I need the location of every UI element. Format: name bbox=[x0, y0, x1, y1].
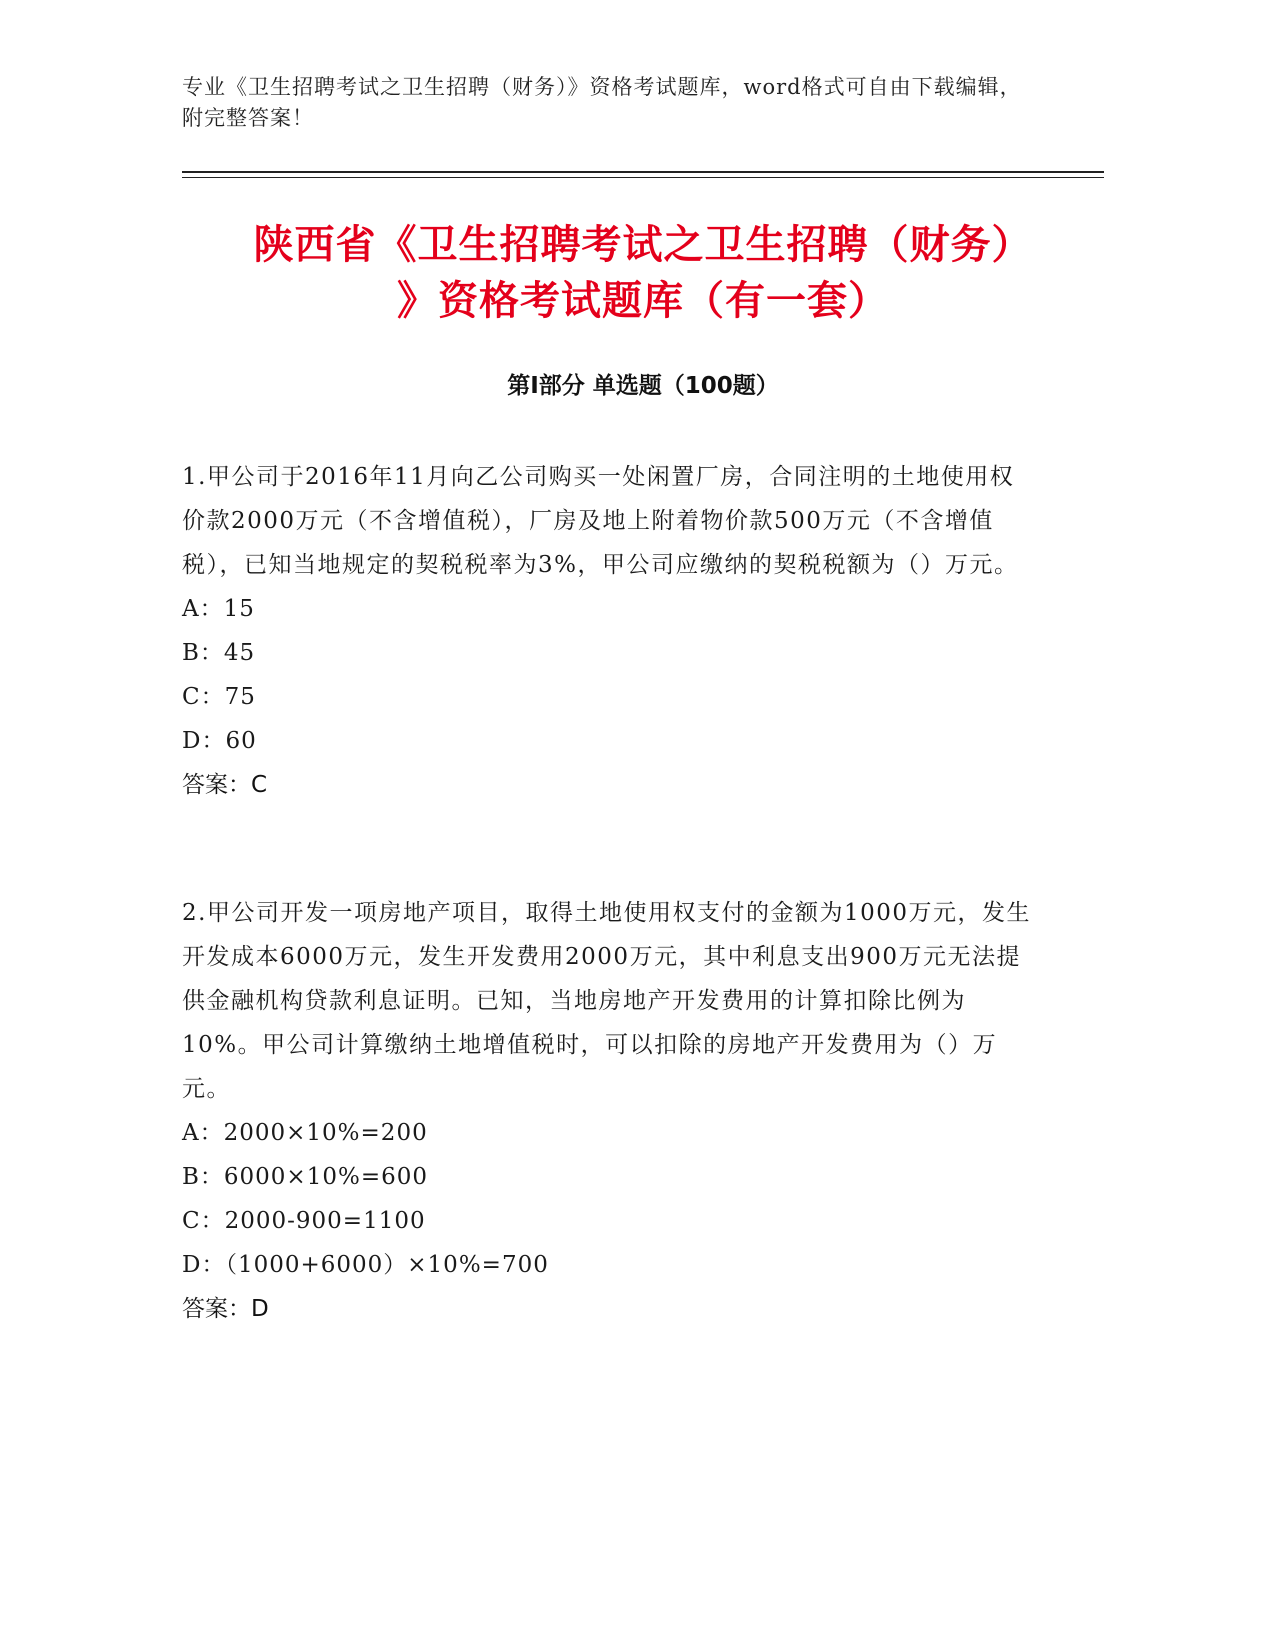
option-b: B：6000×10%=600 bbox=[182, 1164, 428, 1190]
question-stem: 1.甲公司于2016年11月向乙公司购买一处闲置厂房，合同注明的土地使用权价款2000万元（不含增值税），厂房及地上附着物价款500万元（不含增值税），已知当地规定的契税税率为3%，甲公司应缴纳的契税税额为（）万元。 bbox=[182, 464, 1019, 578]
option-a: A：15 bbox=[182, 596, 255, 622]
document-title-line-1: 陕西省《卫生招聘考试之卫生招聘（财务） bbox=[253, 222, 1033, 268]
question-1 bbox=[182, 455, 1032, 807]
question-stem: 2.甲公司开发一项房地产项目，取得土地使用权支付的金额为1000万元，发生开发成本6000万元，发生开发费用2000万元，其中利息支出900万元无法提供金融机构贷款利息证明。已知，当地房地产开发费用的计算扣除比例为10%。甲公司计算缴纳土地增值税时，可以扣除的房地产开发费用为（）万元。 bbox=[182, 900, 1031, 1102]
document-title bbox=[182, 217, 1104, 329]
answer-line: 答案：C bbox=[182, 772, 268, 798]
header-divider-thick bbox=[182, 171, 1104, 173]
section-title: 第Ⅰ部分 单选题（100题） bbox=[507, 373, 779, 399]
option-a: A：2000×10%=200 bbox=[182, 1120, 428, 1146]
answer-line: 答案：D bbox=[182, 1296, 269, 1322]
question-2 bbox=[182, 891, 1032, 1331]
header-divider-thin bbox=[182, 177, 1104, 178]
option-d: D：（1000+6000）×10%=700 bbox=[182, 1252, 549, 1278]
option-b: B：45 bbox=[182, 640, 256, 666]
option-c: C：75 bbox=[182, 684, 256, 710]
header-note: 专业《卫生招聘考试之卫生招聘（财务）》资格考试题库，word格式可自由下载编辑，附完整答案！ bbox=[182, 75, 1022, 130]
document-title-line-2: 》资格考试题库（有一套） bbox=[397, 278, 889, 324]
option-d: D：60 bbox=[182, 728, 257, 754]
option-c: C：2000-900=1100 bbox=[182, 1208, 426, 1234]
